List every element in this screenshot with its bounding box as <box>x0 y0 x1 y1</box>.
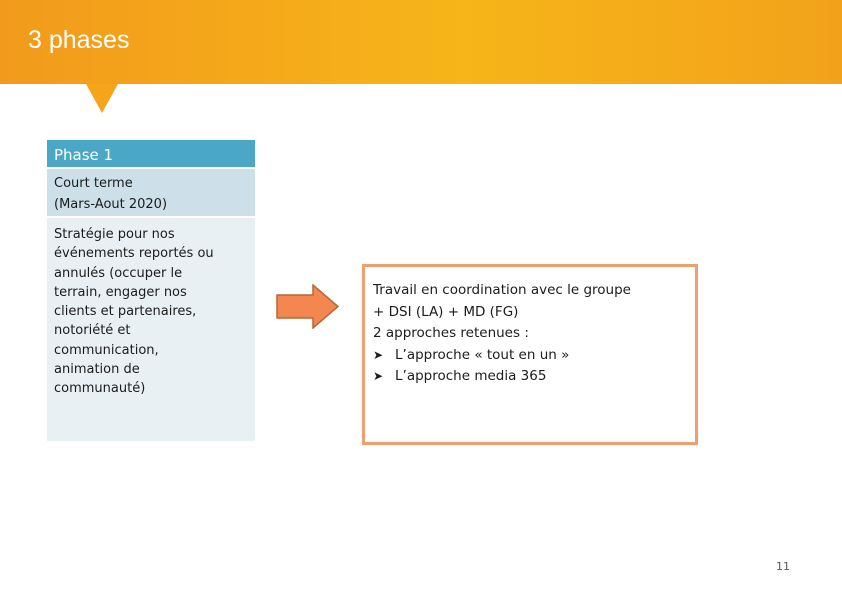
phase-description-line: notoriété et <box>54 323 131 339</box>
header-bar <box>0 0 842 84</box>
bullet-item <box>373 345 695 367</box>
phase-title: Phase 1 <box>47 140 255 169</box>
phase-description-line: Stratégie pour nos <box>54 227 175 242</box>
bullet-item <box>373 366 695 388</box>
right-arrow-icon <box>276 284 340 329</box>
phase-description-line: événements reportés ou <box>54 246 214 262</box>
phase-description-line: animation de <box>54 362 140 378</box>
arrowhead-bullet-icon: ➤ <box>373 347 384 362</box>
coordination-box <box>362 264 698 445</box>
bullet-text: L’approche media 365 <box>395 368 547 384</box>
coordination-line: 2 approches retenues : <box>373 325 529 341</box>
phase-term <box>47 169 255 218</box>
coordination-line: Travail en coordination avec le groupe <box>373 282 631 298</box>
arrowhead-bullet-icon: ➤ <box>373 369 384 383</box>
phase-description <box>47 218 255 441</box>
phase-description-line: terrain, engager nos <box>54 284 187 300</box>
header-pointer <box>86 84 118 113</box>
phase-description-line: annulés (occuper le <box>54 265 183 281</box>
page-number: 11 <box>776 560 790 573</box>
slide-title: 3 phases <box>28 26 130 54</box>
phase-description-line: clients et partenaires, <box>54 304 197 320</box>
bullet-text: L’approche « tout en un » <box>395 346 570 363</box>
phase-table <box>47 140 255 441</box>
phase-description-line: communication, <box>54 342 159 358</box>
phase-term-line: (Mars-Aout 2020) <box>54 197 168 212</box>
phase-term-line: Court terme <box>54 176 133 191</box>
phase-description-line: communauté) <box>54 381 146 397</box>
coordination-line: + DSI (LA) + MD (FG) <box>373 303 519 320</box>
